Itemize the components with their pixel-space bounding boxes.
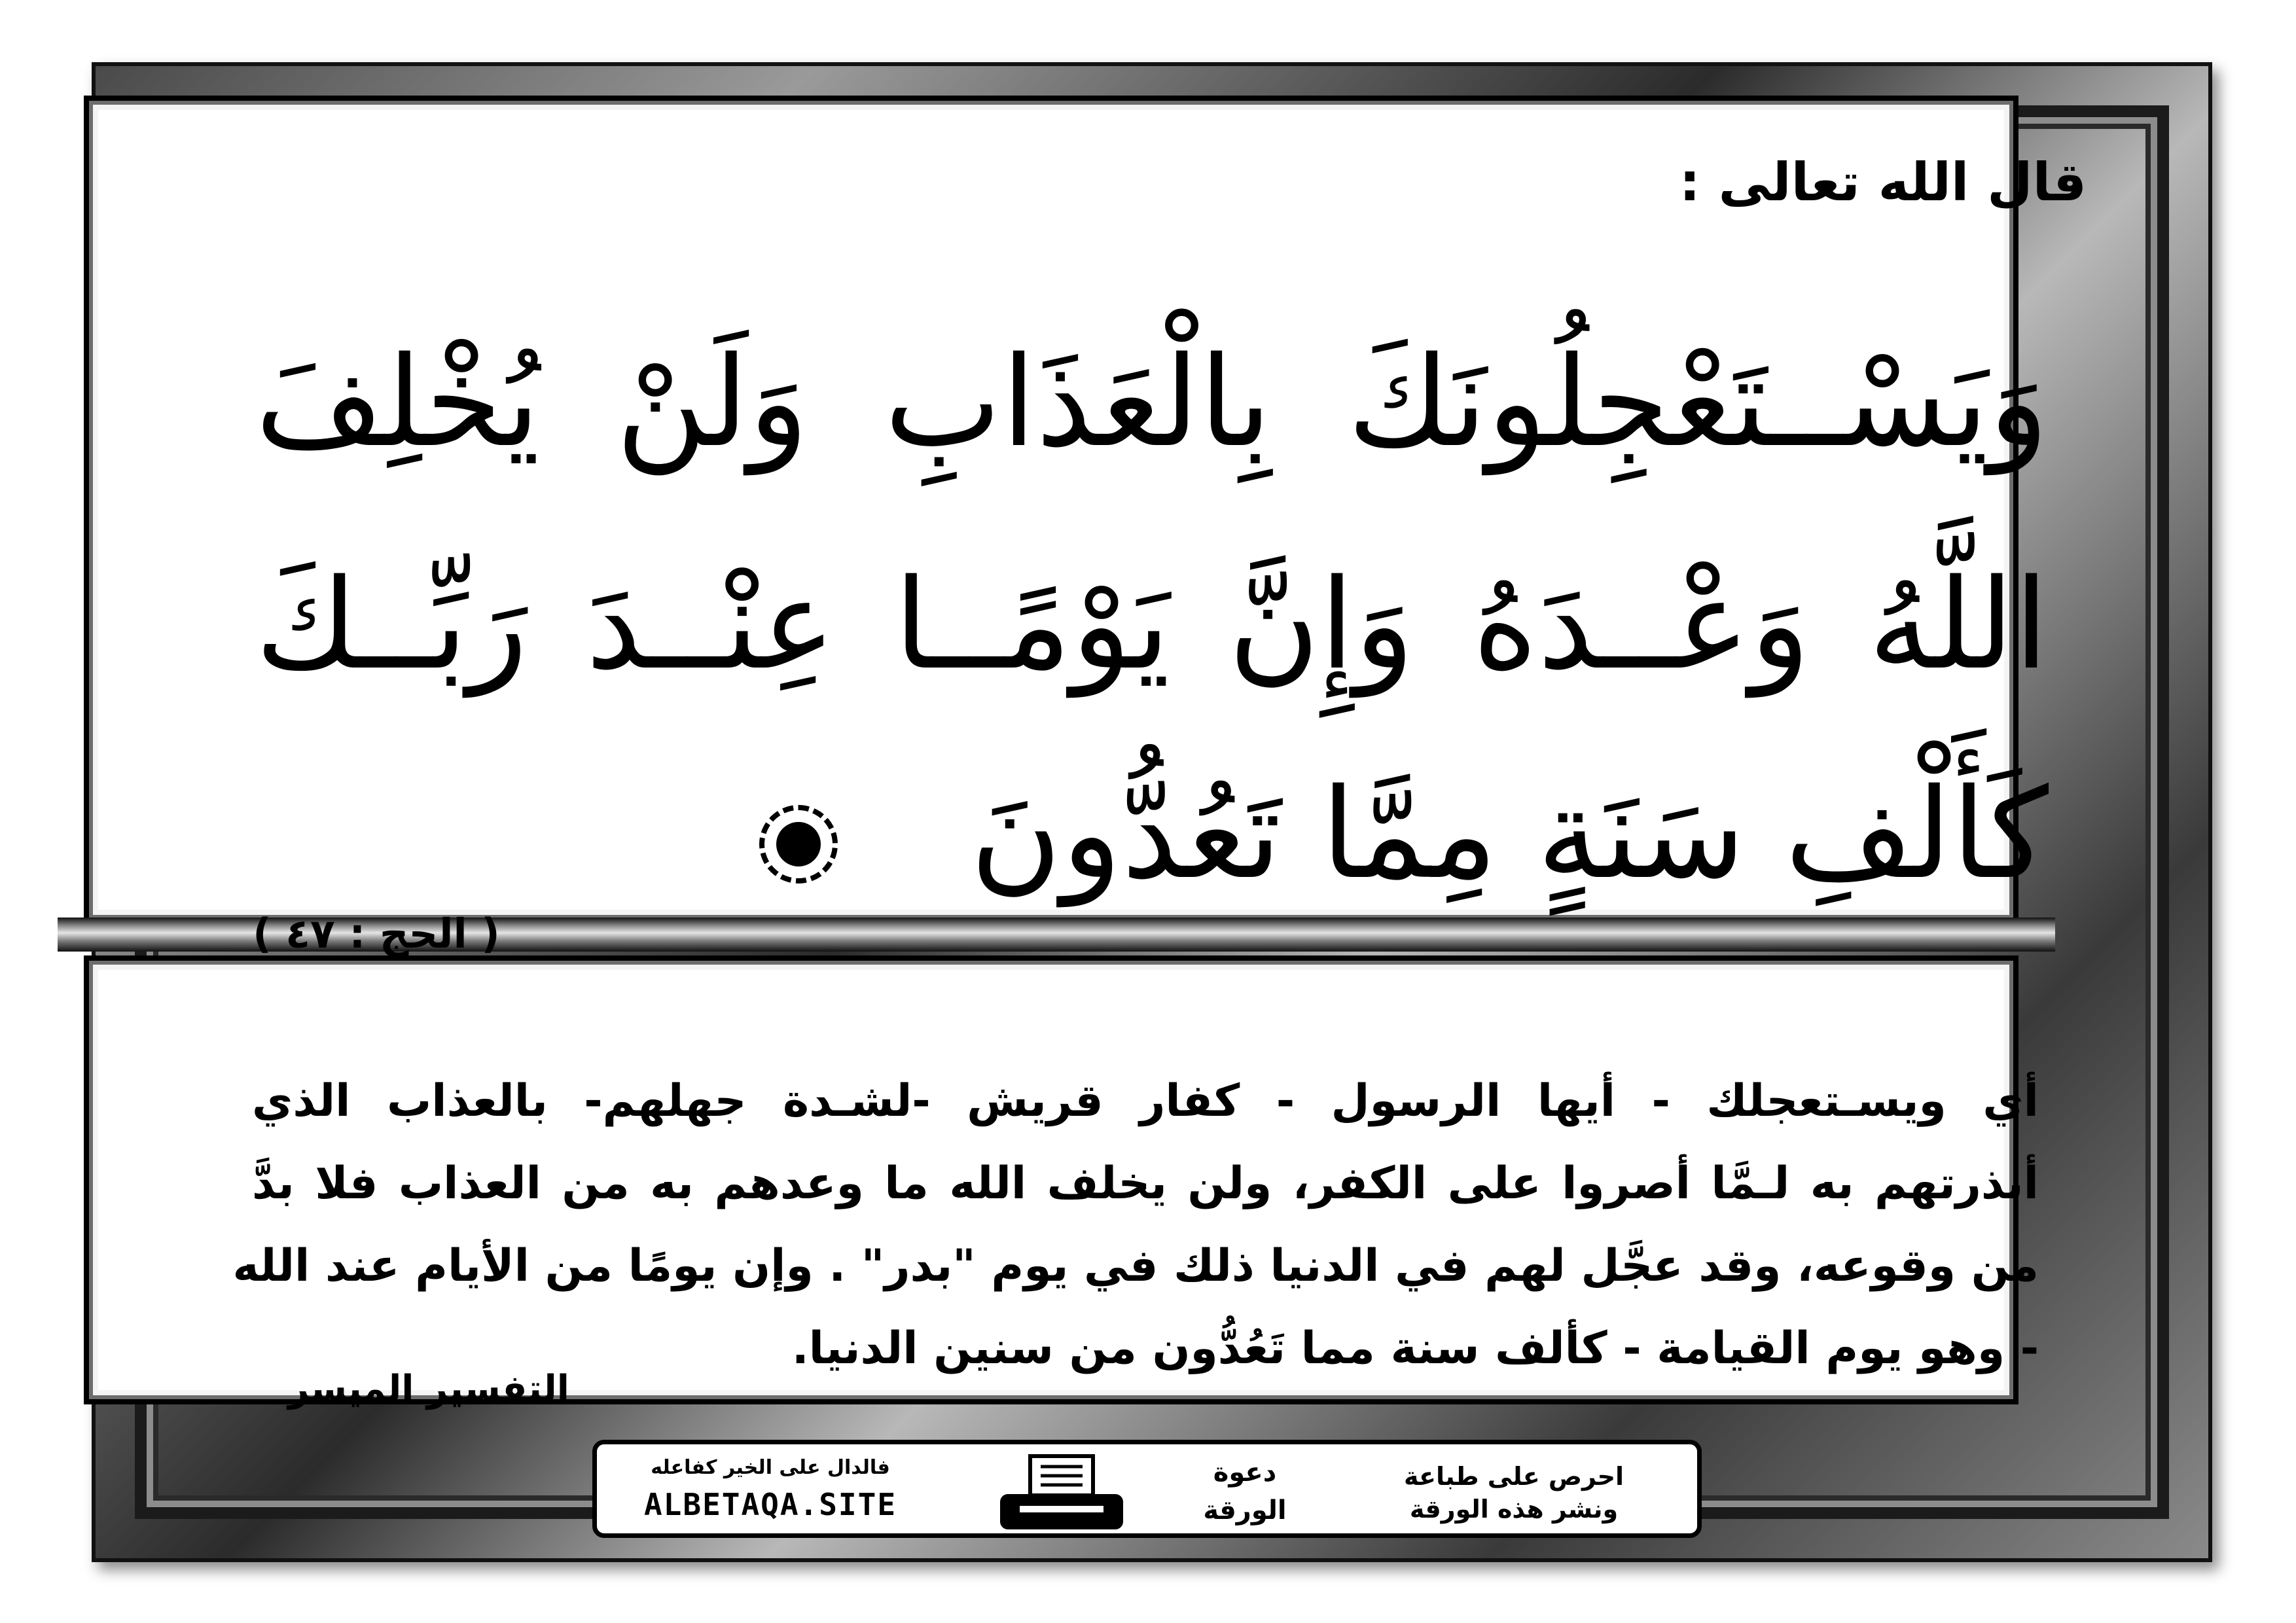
footer-note-line-2: ونشر هذه الورقة bbox=[1409, 1495, 1619, 1524]
tafsir-line-4: - وهو يوم القيامة - كألف سنة مما تَعُدُّون من سنين الدنيا. bbox=[791, 1323, 2039, 1374]
footer-note-line-1: احرص على طباعة bbox=[1403, 1462, 1624, 1491]
ayah-end-icon bbox=[759, 805, 838, 883]
footer-site-block bbox=[617, 1456, 924, 1522]
logo-line-1: دعوة bbox=[1213, 1457, 1277, 1488]
verse-reference: ( الحج : ٤٧ ) bbox=[253, 910, 500, 957]
site-link[interactable]: ALBETAQA.SITE bbox=[643, 1487, 897, 1522]
tafsir-line-1: أي ويسـتعجلك - أيها الرسول - كفار قريش -لشـدة جهلهم- بالعذاب الذي bbox=[252, 1075, 2039, 1127]
tafsir-source: التفسير الميسر bbox=[287, 1368, 569, 1410]
footer-note bbox=[1370, 1460, 1658, 1525]
dawa-logo bbox=[1173, 1450, 1317, 1533]
verse-line-1: وَيَسْــتَعْجِلُونَكَ بِالْعَذَابِ وَلَنْ يُخْلِفَ bbox=[255, 330, 2049, 474]
verse-intro: قال الله تعالى : bbox=[1679, 152, 2087, 213]
footer-tagline: فالدال على الخير كفاعله bbox=[651, 1456, 890, 1479]
footer-bar bbox=[592, 1440, 1702, 1538]
verse-line-3: كَأَلْفِ سَنَةٍ مِمَّا تَعُدُّونَ bbox=[970, 762, 2049, 906]
tafsir-line-3: من وقوعه، وقد عجَّل لهم في الدنيا ذلك في يوم "بدر" . وإن يومًا من الأيام عند الله bbox=[232, 1240, 2039, 1292]
tafsir-line-2: أنذرتهم به لـمَّا أصروا على الكفر، ولن يخلف الله ما وعدهم به من العذاب فلا بدَّ bbox=[252, 1158, 2039, 1209]
verse-line-2: اللَّهُ وَعْــدَهُ وَإِنَّ يَوْمًــا عِنْــدَ رَبِّــكَ bbox=[255, 552, 2049, 697]
tafsir-text bbox=[232, 1060, 2039, 1390]
printer-icon bbox=[996, 1454, 1127, 1532]
logo-line-2: الورقة bbox=[1203, 1495, 1287, 1525]
